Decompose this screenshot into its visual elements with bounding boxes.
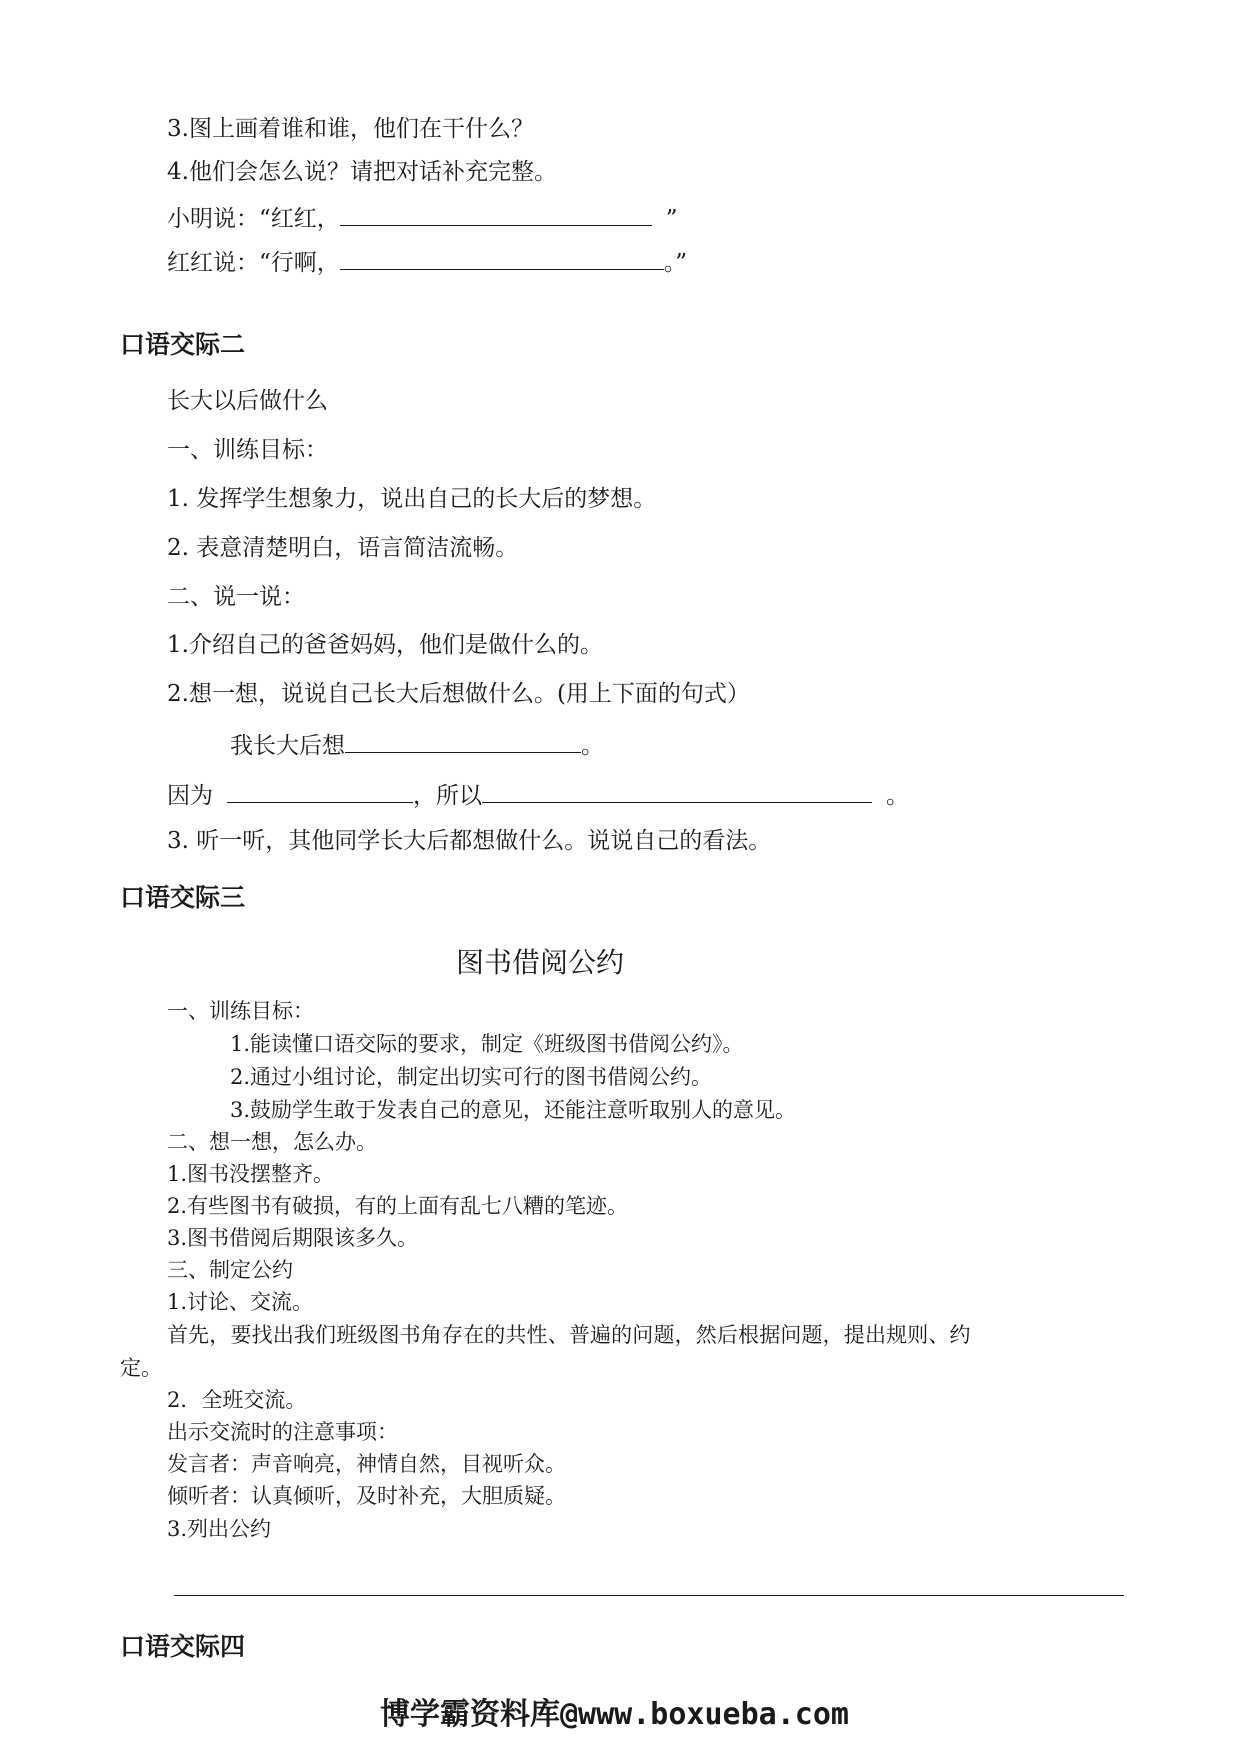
section-3-heading: 口语交际三 [120,883,246,912]
section-3-goals-title: 一、训练目标： [167,999,314,1023]
section-3-paragraph-line-1: 首先，要找出我们班级图书角存在的共性、普遍的问题，然后根据问题，提出规则、约 [167,1323,971,1347]
sentence-1-suffix: 。 [581,733,604,759]
section-3-step-3: 3.列出公约 [167,1517,272,1541]
xiaoming-dialogue [167,205,678,231]
section-3-rules-title: 三、制定公约 [167,1258,293,1282]
sentence-2-end: 。 [886,783,909,809]
honghong-blank[interactable] [340,249,664,270]
section-3-think-1: 1.图书没摆整齐。 [167,1162,335,1186]
sentence-1-blank[interactable] [345,732,581,753]
section-2-talk-3: 3. 听一听，其他同学长大后都想做什么。说说自己的看法。 [167,828,772,854]
answer-line[interactable] [174,1595,1124,1596]
section-3-speaker: 发言者：声音响亮，神情自然，目视听众。 [167,1452,566,1476]
question-4: 4.他们会怎么说？请把对话补充完整。 [167,159,557,185]
section-3-think-3: 3.图书借阅后期限该多久。 [167,1226,419,1250]
xiaoming-suffix: ” [665,206,678,232]
section-3-think-2: 2.有些图书有破损，有的上面有乱七八糟的笔迹。 [167,1194,629,1218]
section-2-goal-1: 1. 发挥学生想象力，说出自己的长大后的梦想。 [167,486,657,512]
section-2-talk-title: 二、说一说： [167,584,305,610]
question-3: 3.图上画着谁和谁，他们在干什么？ [167,116,534,142]
honghong-prefix: 红红说：“行啊， [167,250,340,276]
section-2-talk-2: 2.想一想，说说自己长大后想做什么。(用上下面的句式） [167,681,750,707]
honghong-suffix: 。” [663,250,688,276]
honghong-dialogue [167,249,687,275]
section-2-talk-1: 1.介绍自己的爸爸妈妈，他们是做什么的。 [167,632,603,658]
section-3-step-2: 2．全班交流。 [167,1388,307,1412]
sentence-pattern-2 [167,782,909,808]
section-2-topic: 长大以后做什么 [167,388,328,414]
section-2-heading: 口语交际二 [120,330,246,359]
xiaoming-prefix: 小明说：“红红， [167,206,340,232]
sentence-1-prefix: 我长大后想 [230,733,345,759]
footer-watermark: 博学霸资料库@www.boxueba.com [380,1697,849,1732]
section-3-goal-2: 2.通过小组讨论，制定出切实可行的图书借阅公约。 [230,1065,713,1089]
section-3-goal-3: 3.鼓励学生敢于发表自己的意见，还能注意听取别人的意见。 [230,1098,797,1122]
sentence-pattern-1 [230,732,604,758]
section-3-goal-1: 1.能读懂口语交际的要求，制定《班级图书借阅公约》。 [230,1032,744,1056]
sentence-2-blank-1[interactable] [227,782,413,803]
sentence-2-so: ，所以 [413,783,482,809]
sentence-2-blank-2[interactable] [482,782,872,803]
section-3-notes-title: 出示交流时的注意事项： [167,1420,398,1444]
section-2-goals-title: 一、训练目标： [167,437,328,463]
section-3-title: 图书借阅公约 [456,946,625,979]
sentence-2-because: 因为 [167,783,213,809]
section-2-goal-2: 2. 表意清楚明白，语言简洁流畅。 [167,535,519,561]
section-3-listener: 倾听者：认真倾听，及时补充，大胆质疑。 [167,1484,566,1508]
section-3-step-1: 1.讨论、交流。 [167,1290,314,1314]
section-4-heading: 口语交际四 [120,1632,246,1661]
xiaoming-blank[interactable] [340,205,652,226]
section-3-think-title: 二、想一想，怎么办。 [167,1130,377,1154]
section-3-paragraph-line-2: 定。 [120,1356,162,1380]
